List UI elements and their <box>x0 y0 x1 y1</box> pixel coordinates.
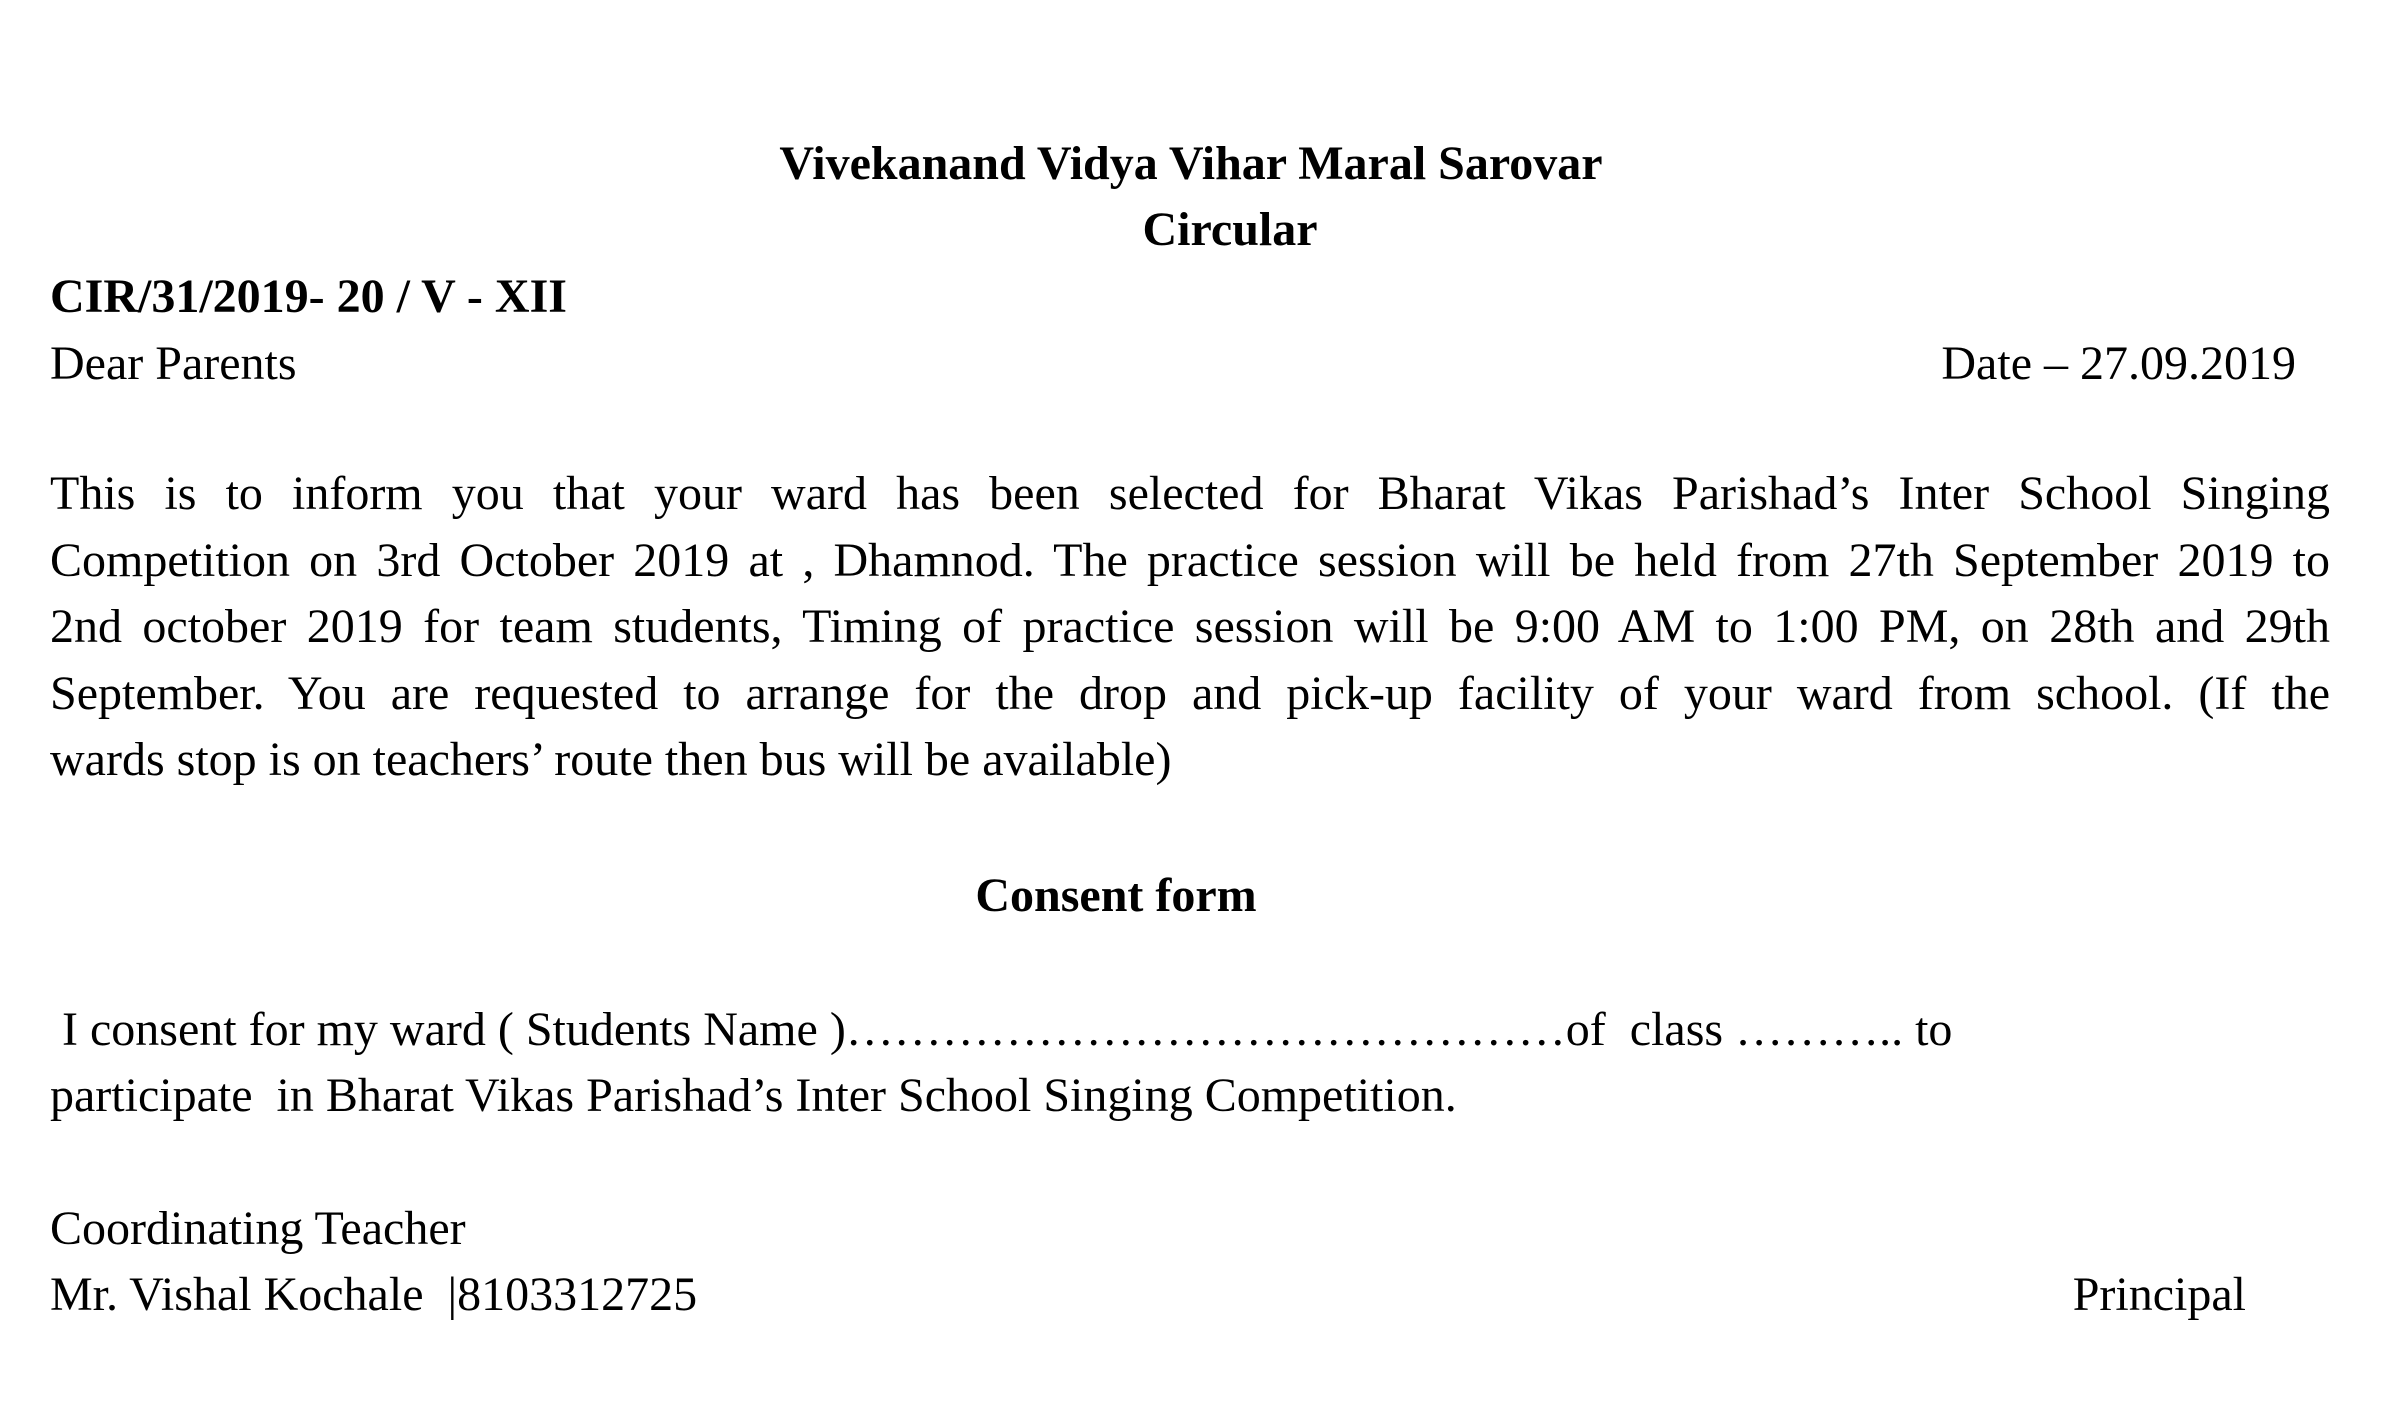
circular-body <box>50 461 2330 794</box>
consent-statement-continued: participate in Bharat Vikas Parishad’s Inter School Singing Competition. <box>50 1069 1457 1122</box>
consent-form-heading: Consent form <box>975 869 1257 922</box>
school-name: Vivekanand Vidya Vihar Maral Sarovar <box>779 137 1603 190</box>
body-line: This is to inform you that your ward has been selected for Bharat Vikas Parishad’s Inter School Singing <box>50 467 2330 520</box>
body-line: Competition on 3rd October 2019 at , Dhamnod. The practice session will be held from 27th September 2019 to <box>50 533 2330 587</box>
principal-signature-label: Principal <box>2072 1268 2246 1321</box>
body-line: wards stop is on teachers’ route then bus will be available) <box>50 733 1172 786</box>
circular-reference-number: CIR/31/2019- 20 / V - XII <box>50 270 567 323</box>
body-line: 2nd october 2019 for team students, Timing of practice session will be 9:00 AM to 1:00 PM, on 28th and 29th <box>50 600 2330 653</box>
consent-statement: I consent for my ward ( Students Name )………………………………………of class ……….. to <box>50 1003 1953 1056</box>
coordinator-title: Coordinating Teacher <box>50 1202 466 1255</box>
body-line: September. You are requested to arrange for the drop and pick-up facility of your ward from school. (If the <box>50 666 2330 720</box>
coordinator-name-phone: Mr. Vishal Kochale |8103312725 <box>50 1268 698 1321</box>
salutation: Dear Parents <box>50 337 297 390</box>
document-type-title: Circular <box>1142 203 1318 256</box>
circular-date: Date – 27.09.2019 <box>1941 337 2296 390</box>
